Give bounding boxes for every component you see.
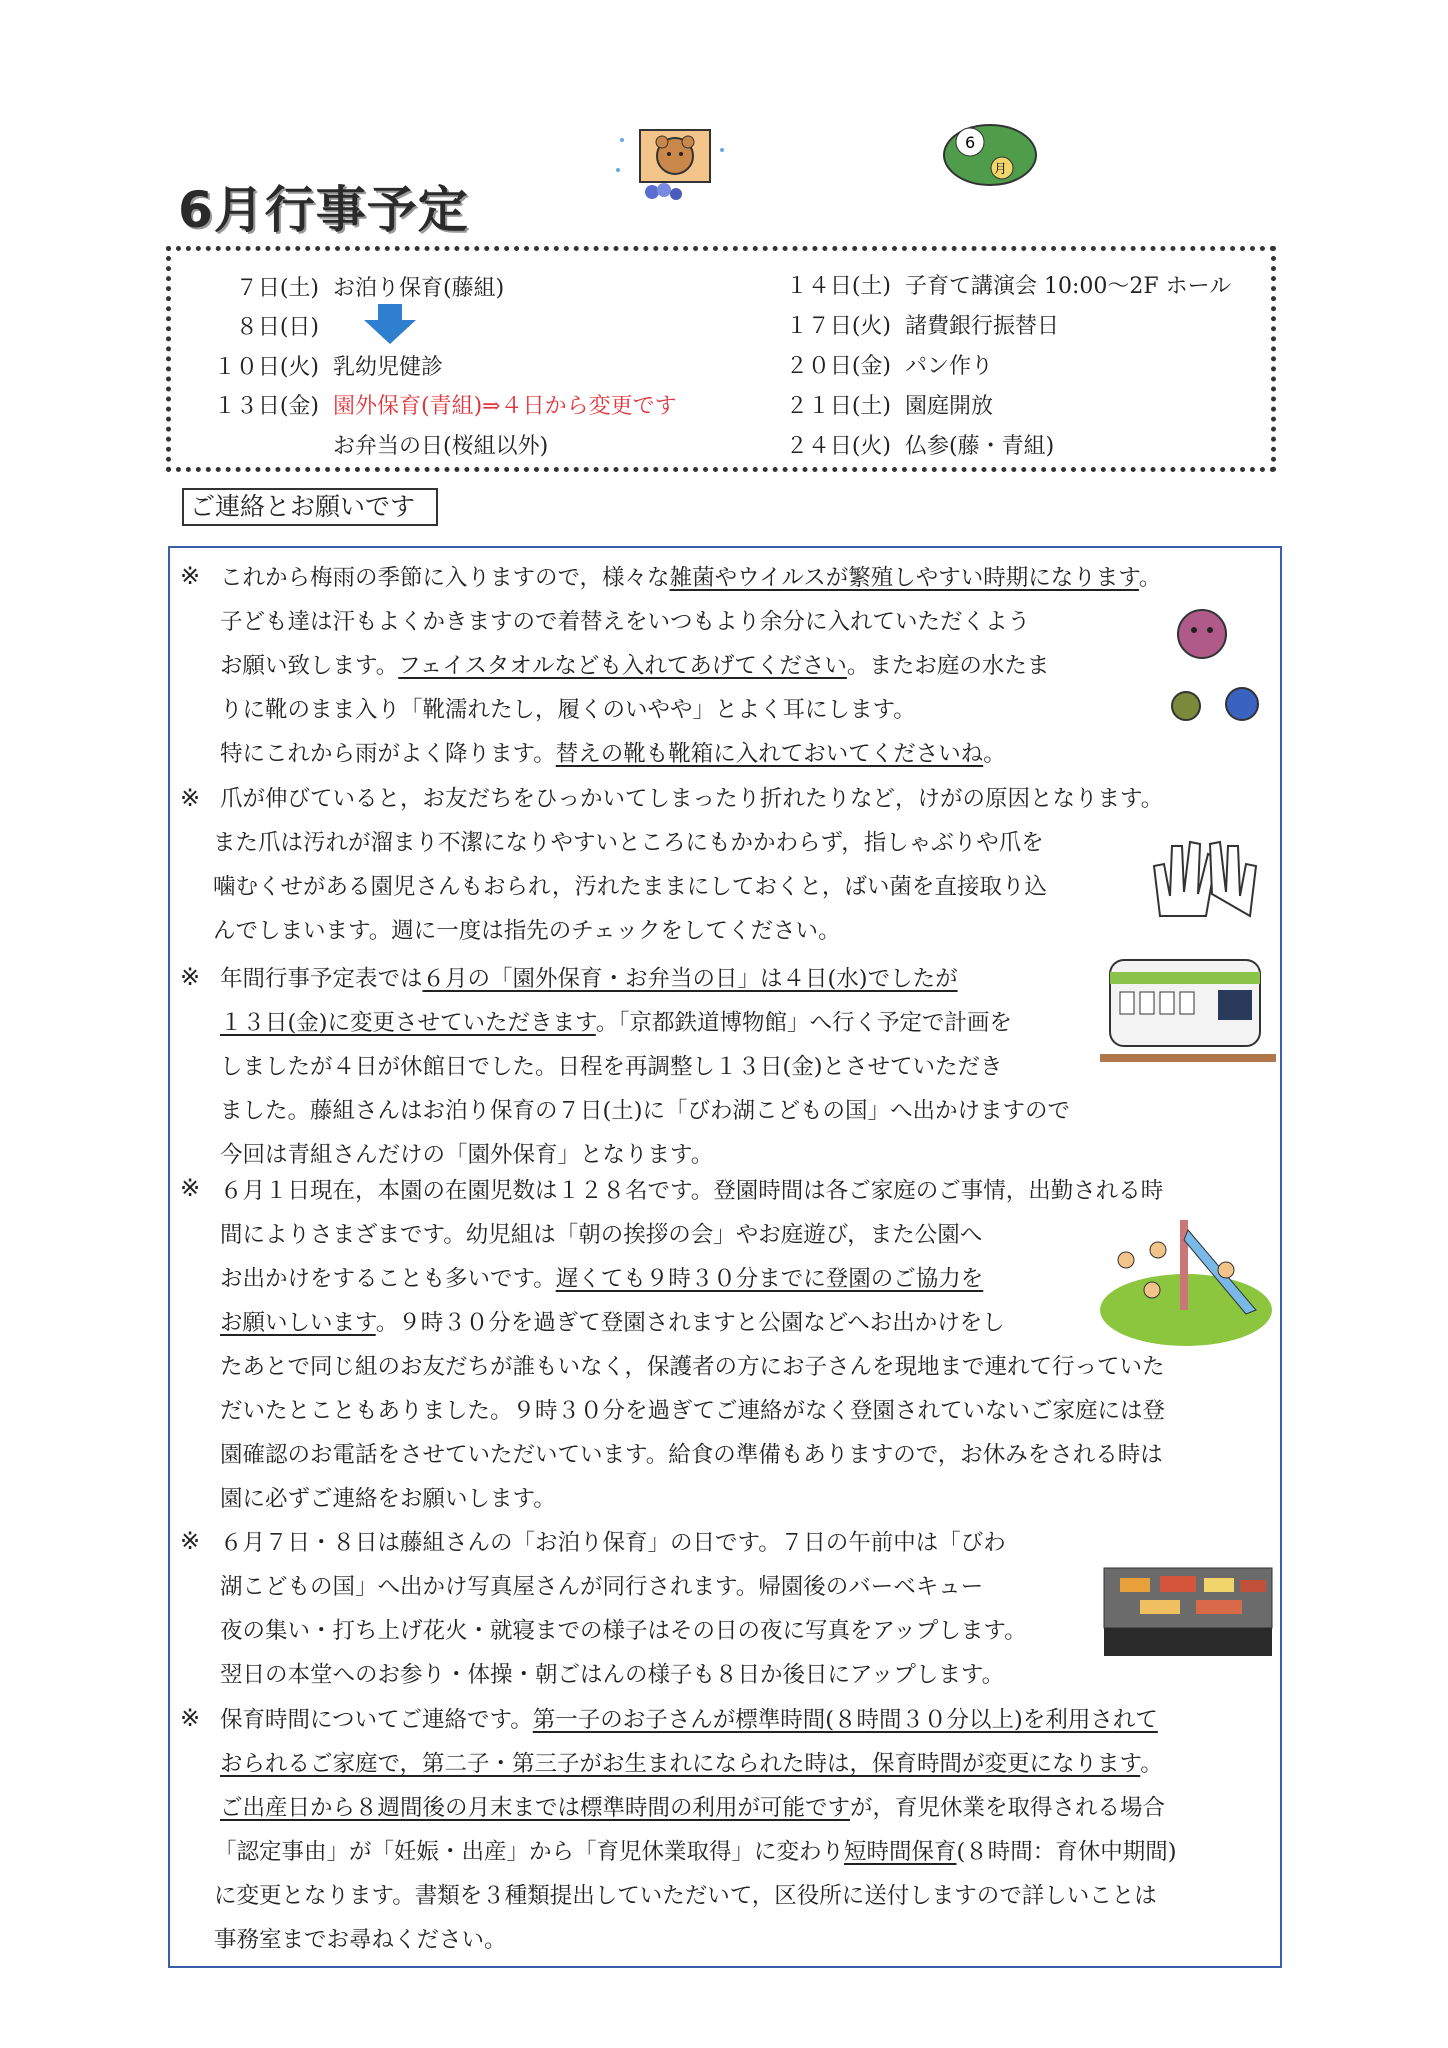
note-mark: ※	[180, 1527, 201, 1555]
text: お願い致します。	[220, 653, 399, 679]
p1-line	[220, 651, 1049, 681]
p5-line: 翌日の本堂へのお参り・体操・朝ごはんの様子も８日か後日にアップします。	[220, 1662, 1005, 1688]
p6-line	[220, 1793, 1165, 1823]
p4-line: ６月１日現在，本園の在園児数は１２８名です。登園時間は各ご家庭のご事情，出勤される時	[220, 1178, 1164, 1204]
p6-line: に変更となります。書類を３種類提出していただいて，区役所に送付しますので詳しいことは	[214, 1883, 1157, 1909]
emphasis-text: お願いしいます	[220, 1310, 376, 1336]
p6-line	[220, 1705, 1158, 1735]
schedule-row	[771, 309, 1059, 340]
text: 。「京都鉄道博物館」へ行く予定で計画を	[595, 1010, 1013, 1036]
text: 。	[1138, 565, 1162, 591]
schedule-event: お弁当の日(桜組以外)	[333, 434, 549, 459]
note-mark: ※	[180, 784, 201, 812]
schedule-date: ２４日(火)	[785, 434, 891, 459]
arrow-down-icon	[364, 304, 416, 344]
schedule-event: 諸費銀行振替日	[905, 314, 1060, 339]
playground-icon	[1096, 1210, 1272, 1350]
p2-line: また爪は汚れが溜まり不潔になりやすいところにもかかわらず，指しゃぶりや爪を	[213, 830, 1044, 856]
note-mark: ※	[180, 562, 201, 590]
p6-line: 事務室までお尋ねください。	[214, 1927, 507, 1953]
p2-line: 噛むくせがある園児さんもおられ，汚れたままにしておくと，ばい菌を直接取り込	[213, 874, 1047, 900]
emphasis-text: ご出産日から８週間後の月末までは標準時間の利用が可能です	[220, 1795, 851, 1821]
emphasis-text: フェイスタオルなども入れてあげてください	[398, 653, 847, 679]
hydrangea-leaf-june-icon	[940, 120, 1050, 190]
schedule-row	[191, 350, 443, 381]
p4-line: 園確認のお電話をさせていただいています。給食の準備もありますので，お休みをされる時は	[220, 1442, 1163, 1468]
p4-line	[220, 1264, 983, 1294]
p3-line: ました。藤組さんはお泊り保育の７日(土)に「びわ湖こどもの国」へ出かけますので	[220, 1098, 1071, 1124]
p1-line	[220, 563, 1161, 593]
note-mark: ※	[180, 963, 201, 991]
schedule-date: ８日(日)	[235, 315, 319, 340]
emphasis-text: ６月の「園外保育・お弁当の日」は４日(水)でしたが	[422, 966, 958, 992]
schedule-row	[191, 389, 677, 420]
p6-line	[220, 1749, 1163, 1779]
p4-line: たあとで同じ組のお友だちが誰もいなく，保護者の方にお子さんを現地まで連れて行っていた	[220, 1354, 1165, 1380]
barbecue-icon	[1100, 1548, 1276, 1660]
schedule-date: ７日(土)	[235, 276, 319, 301]
text: 。	[983, 741, 1006, 767]
emphasis-text: 替えの靴も靴箱に入れておいてくださいね	[555, 741, 984, 767]
p1-line: 子ども達は汗もよくかきますので着替えをいつもより余分に入れていただくよう	[220, 609, 1031, 635]
text: 。	[1140, 1751, 1163, 1777]
text: (８時間：育休中期間)	[956, 1839, 1177, 1865]
emphasis-text: 遅くても９時３０分までに登園のご協力を	[555, 1266, 984, 1292]
p3-line: しましたが４日が休館日でした。日程を再調整し１３日(金)とさせていただき	[220, 1054, 1003, 1080]
schedule-event: 乳幼児健診	[333, 355, 444, 380]
schedule-box	[166, 246, 1276, 472]
page-title: 6月行事予定	[178, 181, 469, 239]
text: が，育児休業を取得される場合	[850, 1795, 1166, 1821]
schedule-row	[771, 349, 993, 380]
p5-line: 湖こどもの国」へ出かけ写真屋さんが同行されます。帰園後のバーベキュー	[220, 1574, 984, 1600]
schedule-event-changed: 園外保育(青組)⇒４日から変更です	[333, 394, 677, 419]
bear-umbrella-icon	[610, 120, 740, 200]
emphasis-text: おられるご家庭で，第二子・第三子がお生まれになられた時は，保育時間が変更になります	[220, 1751, 1141, 1777]
june-badge-month: 月	[994, 162, 1008, 177]
schedule-event: 園庭開放	[905, 394, 994, 419]
section-label: ご連絡とお願いです	[182, 488, 438, 526]
text: 。またお庭の水たま	[846, 653, 1050, 679]
text: これから梅雨の季節に入りますので，様々な	[220, 565, 670, 591]
p5-line: ６月７日・８日は藤組さんの「お泊り保育」の日です。７日の午前中は「びわ	[220, 1530, 1006, 1556]
p3-line: 今回は青組さんだけの「園外保育」となります。	[220, 1142, 714, 1168]
germs-icon	[1150, 598, 1270, 738]
emphasis-text: 短時間保育	[844, 1839, 957, 1865]
p3-line	[220, 1008, 1012, 1038]
schedule-event: 仏参(藤・青組)	[905, 434, 1055, 459]
note-mark: ※	[180, 1174, 201, 1202]
p4-line: 間によりさまざまです。幼児組は「朝の挨拶の会」やお庭遊び，また公園へ	[220, 1222, 983, 1248]
p5-line: 夜の集い・打ち上げ花火・就寝までの様子はその日の夜に写真をアップします。	[220, 1618, 1027, 1644]
schedule-event: パン作り	[905, 354, 994, 379]
schedule-date: ２０日(金)	[785, 354, 891, 379]
june-badge: 6	[965, 133, 976, 152]
schedule-row	[191, 310, 333, 341]
schedule-row	[771, 429, 1054, 460]
p3-line	[220, 964, 958, 994]
train-icon	[1100, 950, 1276, 1070]
schedule-row	[771, 389, 993, 420]
p4-line: だいたとこともありました。９時３０分を過ぎてご連絡がなく登園されていないご家庭には登	[220, 1398, 1166, 1424]
p2-line: んでしまいます。週に一度は指先のチェックをしてください。	[213, 918, 841, 944]
schedule-row	[771, 269, 1231, 300]
emphasis-text: 第一子のお子さんが標準時間(８時間３０分以上)を利用されて	[532, 1707, 1158, 1733]
schedule-row	[191, 429, 548, 460]
text: 年間行事予定表では	[220, 966, 423, 992]
p6-line	[214, 1837, 1177, 1867]
schedule-row	[191, 271, 504, 302]
text: 。９時３０分を過ぎて登園されますと公園などへお出かけをし	[375, 1310, 1005, 1336]
emphasis-text: 雑菌やウイルスが繁殖しやすい時期になります	[669, 565, 1139, 591]
p4-line: 園に必ずご連絡をお願いします。	[220, 1486, 556, 1512]
emphasis-text: １３日(金)に変更させていただきます	[220, 1010, 596, 1036]
p1-line: りに靴のまま入り「靴濡れたし，履くのいやや」とよく耳にします。	[220, 697, 916, 723]
text: 「認定事由」が「妊娠・出産」から「育児休業取得」に変わり	[214, 1839, 845, 1865]
schedule-date: １４日(土)	[785, 274, 891, 299]
p4-line	[220, 1308, 1005, 1338]
p2-line: 爪が伸びていると，お友だちをひっかいてしまったり折れたりなど，けがの原因となります。	[220, 786, 1164, 812]
schedule-date: １７日(火)	[785, 314, 891, 339]
text: 特にこれから雨がよく降ります。	[220, 741, 556, 767]
schedule-event: 子育て講演会 10:00～2F ホール	[905, 274, 1232, 299]
schedule-date: １０日(火)	[213, 355, 319, 380]
text: お出かけをすることも多いです。	[220, 1266, 556, 1292]
hands-icon	[1140, 826, 1270, 922]
p1-line	[220, 739, 1006, 769]
schedule-event: お泊り保育(藤組)	[333, 276, 505, 301]
text: 保育時間についてご連絡です。	[220, 1707, 533, 1733]
note-mark: ※	[180, 1704, 201, 1732]
schedule-date: １３日(金)	[213, 394, 319, 419]
schedule-date: ２１日(土)	[785, 394, 891, 419]
